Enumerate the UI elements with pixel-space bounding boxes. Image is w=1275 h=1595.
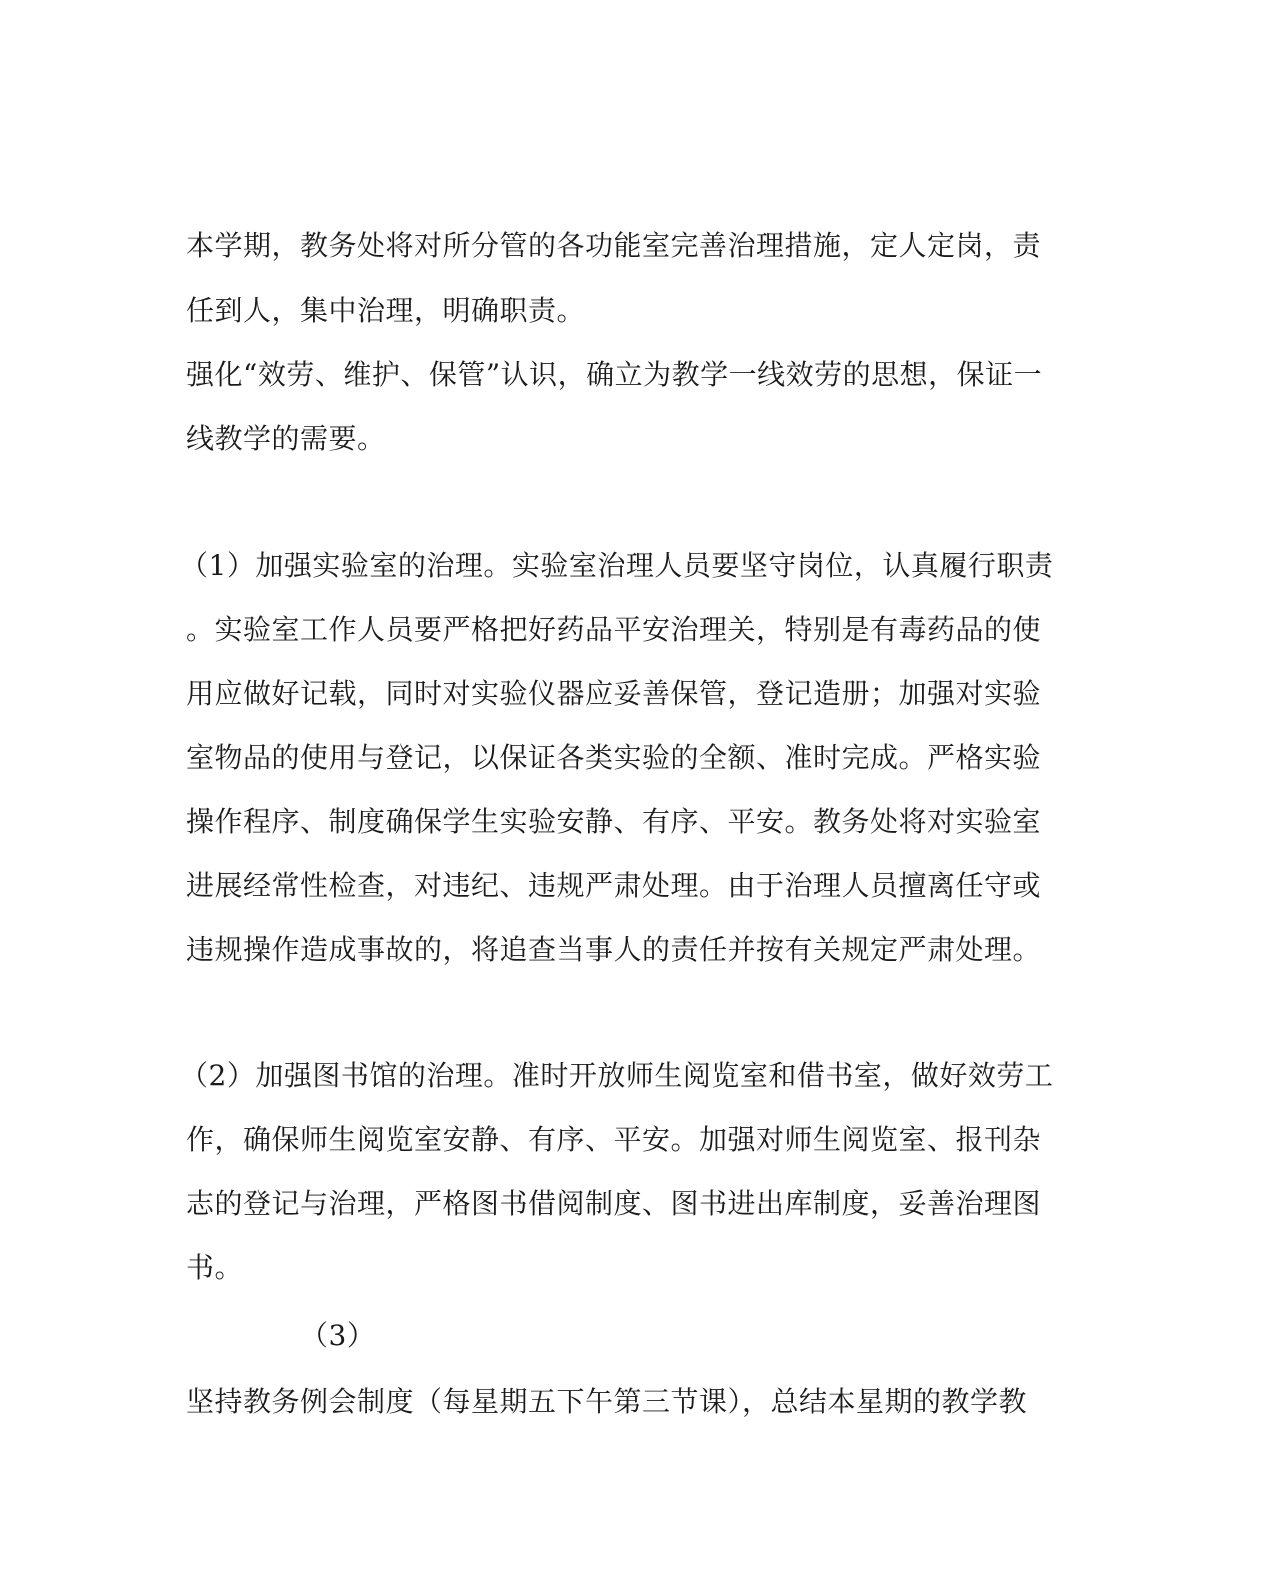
section2-line-1: （2）加强图书馆的治理。准时开放师生阅览室和借书室，做好效劳工 [180,1059,1054,1092]
intro-line-1: 本学期，教务处将对所分管的各功能室完善治理措施，定人定岗，责 [186,229,1042,262]
section1-line-2: 。实验室工作人员要严格把好药品平安治理关，特别是有毒药品的使 [186,613,1042,646]
intro-line-3: 强化“效劳、维护、保管”认识，确立为教学一线效劳的思想，保证一 [186,358,1043,391]
section3-number: （3） [300,1319,376,1352]
section1-line-7: 违规操作造成事故的，将追查当事人的责任并按有关规定严肃处理。 [186,933,1042,966]
section1-line-3: 用应做好记载，同时对实验仪器应妥善保管，登记造册；加强对实验 [186,677,1042,710]
section1-line-1: （1）加强实验室的治理。实验室治理人员要坚守岗位，认真履行职责 [180,549,1054,582]
section3-line-1: 坚持教务例会制度（每星期五下午第三节课），总结本星期的教学教 [186,1385,1028,1418]
intro-line-2: 任到人，集中治理，明确职责。 [186,294,586,327]
section1-line-6: 进展经常性检查，对违纪、违规严肃处理。由于治理人员擅离任守或 [186,869,1042,902]
section1-line-5: 操作程序、制度确保学生实验安静、有序、平安。教务处将对实验室 [186,805,1042,838]
section2-line-4: 书。 [186,1251,244,1284]
section2-line-3: 志的登记与治理，严格图书借阅制度、图书进出库制度，妥善治理图 [186,1187,1042,1220]
intro-line-4: 线教学的需要。 [186,422,386,455]
section2-line-2: 作，确保师生阅览室安静、有序、平安。加强对师生阅览室、报刊杂 [186,1123,1042,1156]
section1-line-4: 室物品的使用与登记，以保证各类实验的全额、准时完成。严格实验 [186,741,1042,774]
